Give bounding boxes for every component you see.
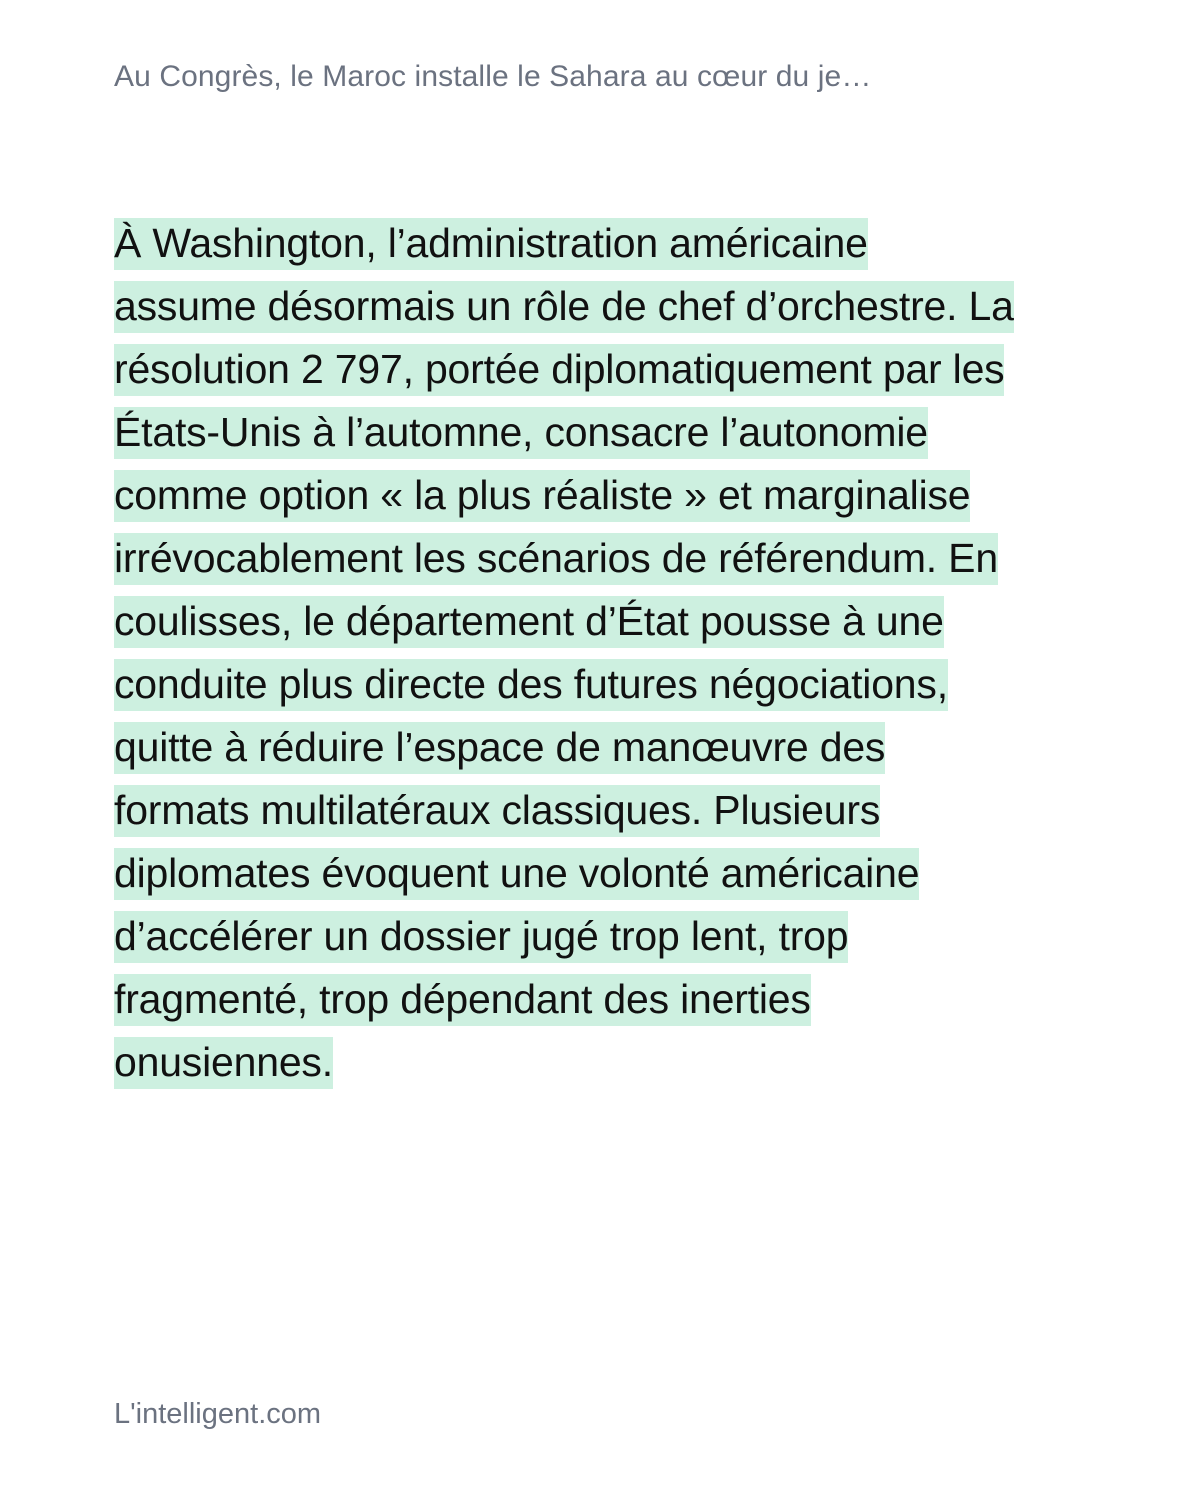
- highlighted-excerpt-text: À Washington, l’administration américaine assume désormais un rôle de chef d’orchestre. La résolution 2 797, portée diplomatiquement par les États-Unis à l’automne, consacre l’autonomie comme option « la plus réaliste » et marginalise irrévocablement les scénarios de référendum. En coulisses, le département d’État pousse à une conduite plus directe des futures négociations, quitte à réduire l’espace de manœuvre des formats multilatéraux classiques. Plusieurs diplomates évoquent une volonté américaine d’accélérer un dossier jugé trop lent, trop fragmenté, trop dépendant des inerties onusiennes.: [114, 218, 1014, 1089]
- article-excerpt: [114, 212, 1014, 1094]
- source-attribution: L'intelligent.com: [114, 1398, 322, 1430]
- article-title: Au Congrès, le Maroc installe le Sahara au cœur du je…: [114, 60, 872, 93]
